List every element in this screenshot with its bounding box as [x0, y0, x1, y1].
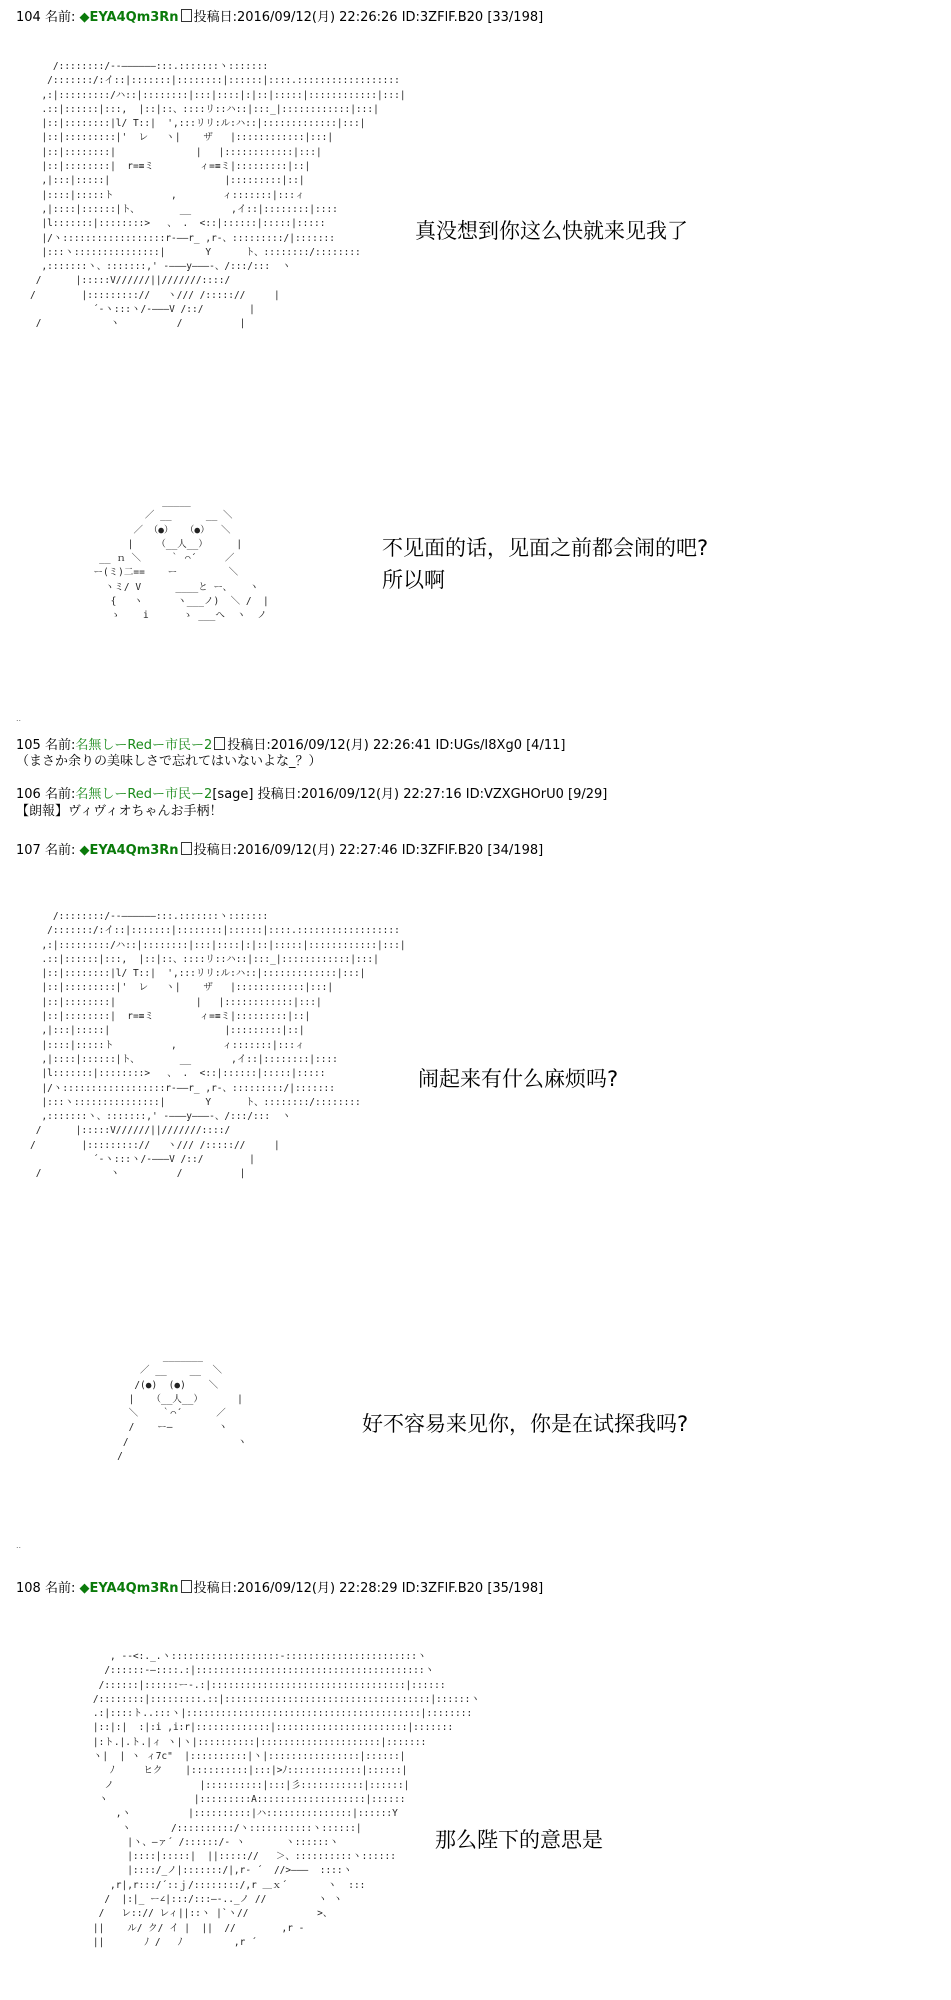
poster-id[interactable]: ID:VZXGHOrU0 — [465, 787, 564, 802]
ascii-art-ghost: _____ ／ __ __ ＼ ／ （●） （●） ＼ | （__人__） | __ ｎ ＼ ｀ ⌒´ ／ ー(ミ)二== ー ＼ ヽミ/ V ____と ー、 ヽ { ヽ ヽ___ノ) ＼ / | ゝ i ゝ ___へ ヽ ノ — [93, 496, 269, 622]
dialog-line: 所以啊 — [382, 568, 445, 592]
poster-id[interactable]: ID:3ZFlF.B20 — [401, 10, 484, 25]
post-header-108 — [16, 1580, 543, 1597]
box-icon — [181, 1580, 192, 1593]
dialog-line: 真没想到你这么快就来见我了 — [415, 219, 688, 243]
post-body: 【朗報】ヴィヴィオちゃんお手柄！ — [16, 804, 223, 819]
ascii-art-girl: /::::::::/-‐――――――:::.:::::::ヽ::::::: /:::::::/:イ::|:::::::|::::::::|::::::|::::.:::::::::::::::::: ,:|:::::::::/ハ::|::::::::|:::|::::|:|::|:::::|::::::::::::|:::| .::|::::::|:::, |::|::、::::リ::ハ::|:::_|::::::::::::|:::| |::|::::::::|l/ T::| ',:::リリ:ル:ハ::|:::::::::::::|:::| |::|:::::::::|' レ ヽ| ザ |::::::::::::|:::| |::|::::::::| | |::::::::::::|:::| |::|::::::::| r=≡ミ ィ=≡ミ|:::::::::|::| ,|:::|:::::| |:::::::::|::| |::::|:::::ト , ィ:::::::|:::ィ ,|::::|::::::|ト、 __ ,イ::|::::::::|:::: |l:::::::|::::::::> 、 . <::|::::::|:::::|::::: |/ヽ::::::::::::::::::r‐――r_ ,r‐、:::::::::/|::::::: |:::ヽ:::::::::::::::| Y ト、::::::::/:::::::: ,:::::::ヽ、:::::::,' ‐―――y―――-、/:::/::: ヽ / |:::::V//////||///////::::/ / |:::::::::// ヽ/// /:::::// | ´‐ヽ:::ヽ/-―――V /::/ | / ヽ / | — [30, 911, 406, 1180]
poster-name[interactable]: ◆EYA4Qm3Rn — [79, 1581, 179, 1596]
dialog-line: 闹起来有什么麻烦吗? — [418, 1067, 619, 1091]
box-icon — [181, 9, 192, 22]
post-number: 105 — [16, 738, 41, 753]
ascii-art-boy: , -‐<:._.ヽ:::::::::::::::::::‐:::::::::::::::::::::::ヽ /::::::‐―::::.:|::::::::::::::::::::::::::::::::::::::::ヽ /::::::|::::::ー-.:|::::::::::::::::::::::::::::::::::|:::::: /::::::::|:::::::::.::|::::::::::::::::::::::::::::::::::::|::::::ヽ .:|::::ト..:::ヽ|:::::::::::::::::::::::::::::::::::::::::|:::::::: |::|:| :|:i ,i:r|:::::::::::::|:::::::::::::::::::::::|::::::: |:ト.|.ト.|ィ ヽ|ヽ|::::::::::|:::::::::::::::::::::|::::::: ヽ| | ヽ ィ7c" |::::::::::|ヽ|::::::::::::::::|::::::| ﾉ ヒク |::::::::::|:::|>ﾉ:::::::::::::|::::::| ノ |::::::::::|:::|彡:::::::::::|::::::| ヽ |:::::::::A:::::::::::::::::::|:::::: ,ヽ |::::::::::|ハ:::::::::::::::|::::::Y ヽ /::::::::::/ヽ:::::::::::ヽ::::::| |ヽ、―ァ´ /::::::/‐ ヽ ヽ::::::ヽ |::::|:::::| ||:::::// ＞、::::::::::ヽ:::::: |::::/_ノ|:::::::/|,r‐ ´ //>――― ::::ヽ ,r|,r:::/´::ｊ/::::::::/,r ＿ｘ´ ヽ ::: / |:|_ ー∠|:::/:::―-.._ノ // ヽ ヽ / レ::// レィ||::ヽ |`ヽ// >、 || ル/ ク/ イ | || // ,r ‐ || ﾉ / ﾉ ,r ´ — [92, 1651, 480, 1948]
box-icon — [181, 842, 192, 855]
name-label: 名前: — [44, 1581, 76, 1596]
post-number: 107 — [16, 843, 41, 858]
post-date: 2016/09/12(月) 22:27:16 — [301, 787, 462, 802]
name-label: 名前: — [44, 738, 76, 753]
poster-name[interactable]: 名無しーRedー市民ー2 — [75, 738, 213, 753]
ascii-art-ghost: _______ ／ __ __ ＼ /(●) (●) ＼ | （__人__） | ＼ ｀⌒´ ／ / ー― ヽ / ヽ / — [117, 1351, 247, 1463]
post-header-106 — [16, 787, 607, 803]
name-label: 名前: — [44, 843, 76, 858]
posted-label: 投稿日: — [193, 843, 237, 858]
posted-label: 投稿日: — [257, 787, 302, 802]
poster-name[interactable]: ◆EYA4Qm3Rn — [79, 10, 179, 25]
posted-label: 投稿日: — [193, 10, 237, 25]
post-number: 108 — [16, 1581, 41, 1596]
post-header-105 — [16, 737, 565, 754]
separator-mark: .. — [16, 1541, 22, 1550]
poster-name[interactable]: ◆EYA4Qm3Rn — [79, 843, 179, 858]
poster-id[interactable]: ID:3ZFlF.B20 — [401, 843, 484, 858]
post-date: 2016/09/12(月) 22:28:29 — [236, 1581, 398, 1596]
ascii-art-girl: /::::::::/-‐――――――:::.:::::::ヽ::::::: /:::::::/:イ::|:::::::|::::::::|::::::|::::.:::::::::::::::::: ,:|:::::::::/ハ::|::::::::|:::|::::|:|::|:::::|::::::::::::|:::| .::|::::::|:::, |::|::、::::リ::ハ::|:::_|::::::::::::|:::| |::|::::::::|l/ T::| ',:::リリ:ル:ハ::|:::::::::::::|:::| |::|:::::::::|' レ ヽ| ザ |::::::::::::|:::| |::|::::::::| | |::::::::::::|:::| |::|::::::::| r=≡ミ ィ=≡ミ|:::::::::|::| ,|:::|:::::| |:::::::::|::| |::::|:::::ト , ィ:::::::|:::ィ ,|::::|::::::|ト、 __ ,イ::|::::::::|:::: |l:::::::|::::::::> 、 . <::|::::::|:::::|::::: |/ヽ::::::::::::::::::r‐――r_ ,r‐、:::::::::/|::::::: |:::ヽ:::::::::::::::| Y ト、::::::::/:::::::: ,:::::::ヽ、:::::::,' ‐―――y―――-、/:::/::: ヽ / |:::::V//////||///////::::/ / |:::::::::// ヽ/// /:::::// | ´‐ヽ:::ヽ/-―――V /::/ | / ヽ / | — [30, 61, 406, 330]
post-count: [35/198] — [487, 1581, 544, 1596]
dialog-line: 不见面的话，见面之前都会闹的吧? — [382, 536, 709, 560]
post-count: [4/11] — [526, 738, 566, 753]
poster-id[interactable]: ID:UGs/I8Xg0 — [435, 738, 522, 753]
posted-label: 投稿日: — [227, 738, 271, 753]
sage-tag: [sage] — [212, 787, 254, 802]
post-number: 104 — [16, 10, 41, 25]
name-label: 名前: — [44, 787, 76, 802]
box-icon — [214, 737, 225, 750]
post-number: 106 — [16, 787, 41, 802]
post-count: [34/198] — [487, 843, 544, 858]
post-date: 2016/09/12(月) 22:26:41 — [270, 738, 432, 753]
separator-mark: .. — [16, 714, 22, 723]
dialog-line: 好不容易来见你，你是在试探我吗? — [362, 1412, 689, 1436]
post-header-107 — [16, 842, 543, 859]
poster-name[interactable]: 名無しーRedー市民ー2 — [75, 787, 213, 802]
posted-label: 投稿日: — [193, 1581, 237, 1596]
post-date: 2016/09/12(月) 22:26:26 — [236, 10, 398, 25]
dialog-line: 那么陛下的意思是 — [435, 1828, 603, 1852]
name-label: 名前: — [44, 10, 76, 25]
post-body: （まさか余りの美味しさで忘れてはいないよな_？） — [16, 754, 322, 769]
post-header-104 — [16, 9, 543, 26]
post-count: [33/198] — [487, 10, 544, 25]
post-date: 2016/09/12(月) 22:27:46 — [236, 843, 398, 858]
poster-id[interactable]: ID:3ZFlF.B20 — [401, 1581, 484, 1596]
post-count: [9/29] — [568, 787, 608, 802]
